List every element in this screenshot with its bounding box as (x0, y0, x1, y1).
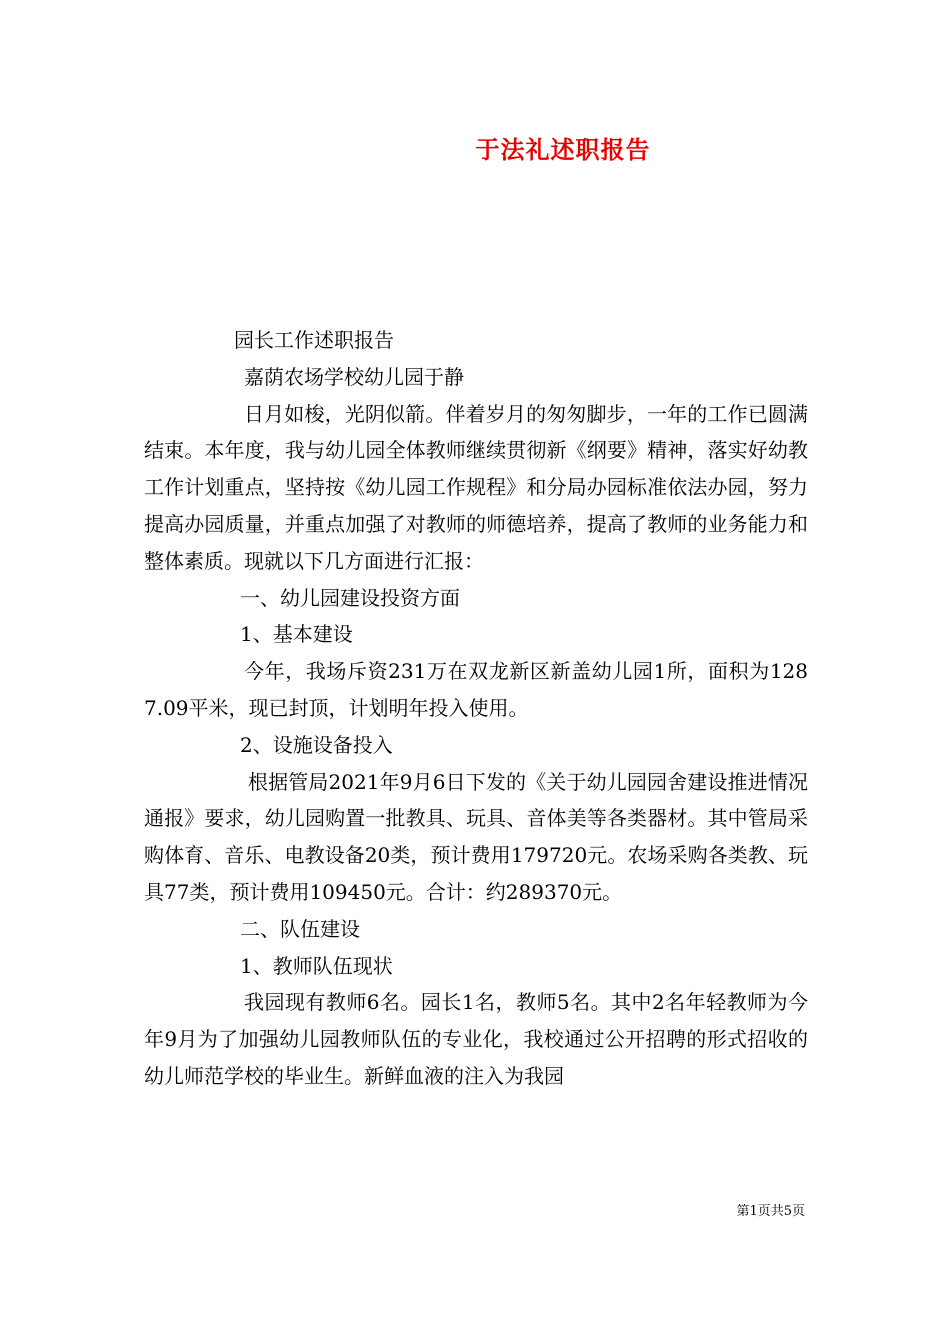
page-number-footer: 第1页共5页 (736, 1204, 805, 1219)
paragraph-report-heading: 园长工作述职报告 (234, 328, 394, 352)
paragraph-intro: 日月如梭，光阴似箭。伴着岁月的匆匆脚步，一年的工作已圆满结束。本年度，我与幼儿园全体教师继续贯彻新《纲要》精神，落实好幼教工作计划重点，坚持按《幼儿园工作规程》和分局办园标准依法办园，努力提高办园质量，并重点加强了对教师的师德培养，提高了教师的业务能力和整体素质。现就以下几方面进行汇报： (144, 401, 808, 573)
paragraph-construction: 今年，我场斥资231万在双龙新区新盖幼儿园1所，面积为1287.09平米，现已封顶，计划明年投入使用。 (144, 659, 808, 720)
paragraph-author: 嘉荫农场学校幼儿园于静 (244, 364, 464, 389)
section-heading-team: 二、队伍建设 (240, 916, 360, 941)
document-title: 于法礼述职报告 (475, 135, 651, 164)
subsection-heading-construction: 1、基本建设 (240, 622, 353, 647)
paragraph-equipment: 根据管局2021年9月6日下发的《关于幼儿园园舍建设推进情况通报》要求，幼儿园购置一批教具、玩具、音体美等各类器材。其中管局采购体育、音乐、电教设备20类，预计费用179720元。农场采购各类教、玩具77类，预计费用109450元。合计：约289370元。 (144, 769, 808, 904)
subsection-heading-team-status: 1、教师队伍现状 (240, 953, 393, 978)
section-heading-investment: 一、幼儿园建设投资方面 (240, 585, 460, 610)
document-body (144, 322, 808, 1095)
paragraph-team-status: 我园现有教师6名。园长1名，教师5名。其中2名年轻教师为今年9月为了加强幼儿园教师队伍的专业化，我校通过公开招聘的形式招收的幼儿师范学校的毕业生。新鲜血液的注入为我园 (144, 990, 808, 1088)
subsection-heading-equipment: 2、设施设备投入 (240, 732, 393, 757)
